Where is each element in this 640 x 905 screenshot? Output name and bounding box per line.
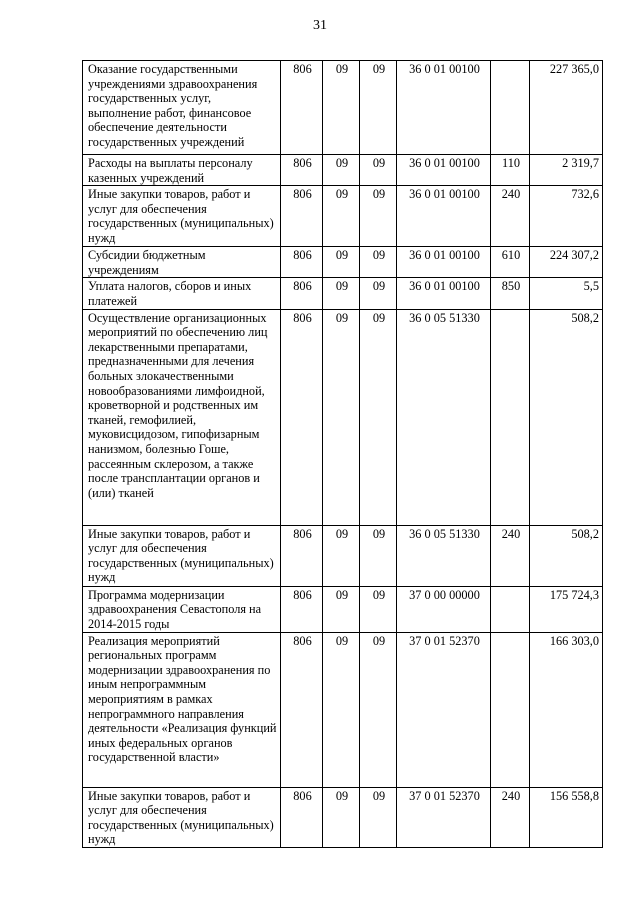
subsection-code-cell: 09 [360,632,397,787]
row-name-cell: Оказание государственными учреждениями здравоохранения государственных услуг, выполнение работ, финансовое обеспечение деятельности государственных учреждений [83,61,281,155]
table-row [83,61,603,155]
subsection-code-cell: 09 [360,186,397,247]
section-code-cell: 09 [323,155,360,186]
target-article-cell: 36 0 05 51330 [397,525,491,586]
table-row [83,309,603,525]
amount-cell: 508,2 [530,309,603,525]
section-code-cell: 09 [323,632,360,787]
table-row [83,632,603,787]
ministry-code-cell: 806 [281,61,323,155]
expense-type-cell: 850 [491,278,530,309]
subsection-code-cell: 09 [360,787,397,847]
table-row [83,155,603,186]
section-code-cell: 09 [323,247,360,278]
table-row [83,525,603,586]
ministry-code-cell: 806 [281,787,323,847]
ministry-code-cell: 806 [281,186,323,247]
section-code-cell: 09 [323,186,360,247]
row-name-cell: Программа модернизации здравоохранения Севастополя на 2014-2015 годы [83,586,281,632]
row-name-cell: Реализация мероприятий региональных программ модернизации здравоохранения по иным непрограммным мероприятиям в рамках непрограммного направления деятельности «Реализация функций иных федеральных органов государственной власти» [83,632,281,787]
ministry-code-cell: 806 [281,525,323,586]
row-name-cell: Расходы на выплаты персоналу казенных учреждений [83,155,281,186]
row-name-cell: Иные закупки товаров, работ и услуг для обеспечения государственных (муниципальных) нужд [83,186,281,247]
expense-type-cell [491,309,530,525]
target-article-cell: 36 0 01 00100 [397,186,491,247]
table-row [83,586,603,632]
section-code-cell: 09 [323,61,360,155]
target-article-cell: 36 0 01 00100 [397,247,491,278]
expense-type-cell [491,586,530,632]
amount-cell: 166 303,0 [530,632,603,787]
amount-cell: 508,2 [530,525,603,586]
table-row [83,278,603,309]
amount-cell: 175 724,3 [530,586,603,632]
target-article-cell: 36 0 05 51330 [397,309,491,525]
row-name-cell: Уплата налогов, сборов и иных платежей [83,278,281,309]
expense-type-cell: 110 [491,155,530,186]
row-name-cell: Субсидии бюджетным учреждениям [83,247,281,278]
subsection-code-cell: 09 [360,155,397,186]
page-number: 31 [313,18,327,33]
section-code-cell: 09 [323,309,360,525]
amount-cell: 156 558,8 [530,787,603,847]
expense-type-cell: 610 [491,247,530,278]
subsection-code-cell: 09 [360,586,397,632]
ministry-code-cell: 806 [281,586,323,632]
expense-type-cell: 240 [491,186,530,247]
target-article-cell: 37 0 00 00000 [397,586,491,632]
target-article-cell: 37 0 01 52370 [397,632,491,787]
budget-table [82,60,603,848]
table-row [83,787,603,847]
table-body [83,61,603,848]
section-code-cell: 09 [323,278,360,309]
section-code-cell: 09 [323,525,360,586]
subsection-code-cell: 09 [360,61,397,155]
expense-type-cell: 240 [491,525,530,586]
amount-cell: 2 319,7 [530,155,603,186]
ministry-code-cell: 806 [281,309,323,525]
row-name-cell: Осуществление организационных мероприятий по обеспечению лиц лекарственными препаратами, предназначенными для лечения больных злокачественными новообразованиями лимфоидной, кроветворной и родственных им тканей, гемофилией, муковисцидозом, гипофизарным нанизмом, болезнью Гоше, рассеянным склерозом, а также после трансплантации органов и (или) тканей [83,309,281,525]
ministry-code-cell: 806 [281,247,323,278]
ministry-code-cell: 806 [281,632,323,787]
subsection-code-cell: 09 [360,525,397,586]
subsection-code-cell: 09 [360,278,397,309]
target-article-cell: 36 0 01 00100 [397,155,491,186]
ministry-code-cell: 806 [281,278,323,309]
expense-type-cell [491,632,530,787]
row-name-cell: Иные закупки товаров, работ и услуг для обеспечения государственных (муниципальных) нужд [83,525,281,586]
expense-type-cell [491,61,530,155]
target-article-cell: 36 0 01 00100 [397,278,491,309]
row-name-cell: Иные закупки товаров, работ и услуг для обеспечения государственных (муниципальных) нужд [83,787,281,847]
amount-cell: 224 307,2 [530,247,603,278]
amount-cell: 227 365,0 [530,61,603,155]
target-article-cell: 37 0 01 52370 [397,787,491,847]
ministry-code-cell: 806 [281,155,323,186]
expense-type-cell: 240 [491,787,530,847]
section-code-cell: 09 [323,586,360,632]
table-row [83,186,603,247]
table-row [83,247,603,278]
section-code-cell: 09 [323,787,360,847]
subsection-code-cell: 09 [360,247,397,278]
amount-cell: 5,5 [530,278,603,309]
target-article-cell: 36 0 01 00100 [397,61,491,155]
amount-cell: 732,6 [530,186,603,247]
subsection-code-cell: 09 [360,309,397,525]
